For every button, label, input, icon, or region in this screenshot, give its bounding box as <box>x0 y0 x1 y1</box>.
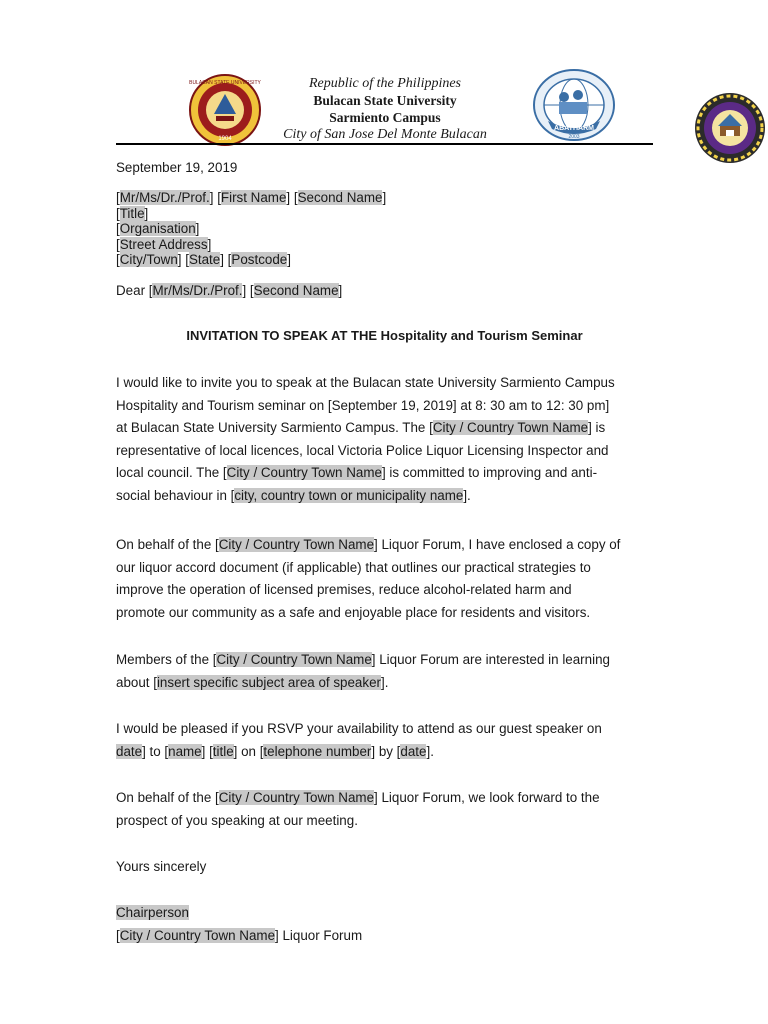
placeholder-city-country-town: City / Country Town Name <box>218 537 375 552</box>
placeholder-subject-area: insert specific subject area of speaker <box>156 674 381 690</box>
closing: Yours sincerely <box>116 859 207 874</box>
address-line-title: [Title] <box>116 205 149 221</box>
address-line-organisation: [Organisation] <box>116 221 200 236</box>
placeholder-city-country-town: City / Country Town Name <box>432 420 589 436</box>
signature-title: Chairperson <box>116 905 189 920</box>
letterhead-university: Bulacan State University <box>313 93 457 108</box>
placeholder-telephone-number: telephone number <box>263 743 372 759</box>
placeholder-date: date <box>116 743 143 759</box>
abatharm-seal-year: 2003 <box>568 134 580 140</box>
address-line-city: [City/Town] [State] [Postcode] <box>116 252 291 267</box>
letterhead-republic: Republic of the Philippines <box>308 76 462 91</box>
letterhead-divider <box>116 143 653 145</box>
abatharm-seal-text: ABATHARM <box>554 125 594 132</box>
placeholder-city-country-town: City / Country Town Name <box>226 465 382 481</box>
bsu-seal-year: 1904 <box>218 136 232 142</box>
placeholder-postcode: Postcode <box>231 252 288 267</box>
salutation: Dear [Mr/Ms/Dr./Prof.] [Second Name] <box>116 283 343 298</box>
department-seal <box>690 92 768 164</box>
abatharm-seal <box>532 69 616 141</box>
bulacan-state-university-seal <box>186 74 264 146</box>
placeholder-name: name <box>168 743 202 759</box>
placeholder-title: title <box>212 743 234 759</box>
paragraph-invitation: I would like to invite you to speak at the Bulacan state University Sarmiento Campus Hospitality and Tourism seminar on [September 19, 2019] at 8: 30 am to 12: 30 pm] at Bulacan State University Sarmiento Campus. The [City / Country Town Name] is representative of local licences, local Victoria Police Liquor Licensing Inspector and local council. The [City / Country Town Name] is committed to improving and anti- social behaviour in [city, country town or municipality name]. <box>116 375 615 503</box>
placeholder-city-town: City/Town <box>119 252 178 267</box>
placeholder-date: date <box>400 743 427 759</box>
paragraph-interests: Members of the [City / Country Town Name] Liquor Forum are interested in learning about [insert specific subject area of speaker]. <box>116 652 610 690</box>
placeholder-municipality: city, country town or municipality name <box>234 487 464 503</box>
placeholder-street-address: Street Address <box>119 236 208 252</box>
letterhead <box>262 75 508 143</box>
letter-subject: INVITATION TO SPEAK AT THE Hospitality and Tourism Seminar <box>186 328 583 343</box>
recipient-address-block <box>116 190 661 268</box>
placeholder-title: Title <box>119 205 145 221</box>
paragraph-liquor-accord: On behalf of the [City / Country Town Name] Liquor Forum, I have enclosed a copy of our liquor accord document (if applicable) that outlines our practical strategies to improve the operation of licensed premises, reduce alcohol-related harm and promote our community as a safe and enjoyable place for residents and visitors. <box>116 537 621 620</box>
placeholder-state: State <box>188 252 221 267</box>
placeholder-honorific: Mr/Ms/Dr./Prof. <box>119 190 210 205</box>
signature-block: Chairperson [City / Country Town Name] Liquor Forum <box>116 905 363 943</box>
placeholder-city-country-town: City / Country Town Name <box>218 790 375 805</box>
letterhead-campus: Sarmiento Campus <box>329 110 441 125</box>
placeholder-second-name: Second Name <box>297 190 383 205</box>
placeholder-city-country-town: City / Country Town Name <box>119 927 276 943</box>
placeholder-honorific: Mr/Ms/Dr./Prof. <box>152 283 243 298</box>
bsu-seal-text: BULACAN STATE UNIVERSITY <box>189 80 261 86</box>
paragraph-rsvp: I would be pleased if you RSVP your availability to attend as our guest speaker on date] to [name] [title] on [telephone number] by [date]. <box>116 721 602 759</box>
placeholder-city-country-town: City / Country Town Name <box>216 652 372 667</box>
placeholder-organisation: Organisation <box>119 221 196 236</box>
paragraph-look-forward: On behalf of the [City / Country Town Name] Liquor Forum, we look forward to the prospect of you speaking at our meeting. <box>116 790 600 828</box>
address-line-street: [Street Address] <box>116 236 212 252</box>
placeholder-second-name: Second Name <box>253 283 339 298</box>
placeholder-first-name: First Name <box>220 190 287 205</box>
letter-date: September 19, 2019 <box>116 160 238 175</box>
letterhead-city: City of San Jose Del Monte Bulacan <box>283 127 487 142</box>
address-line-name: [Mr/Ms/Dr./Prof.] [First Name] [Second Name] <box>116 190 387 205</box>
